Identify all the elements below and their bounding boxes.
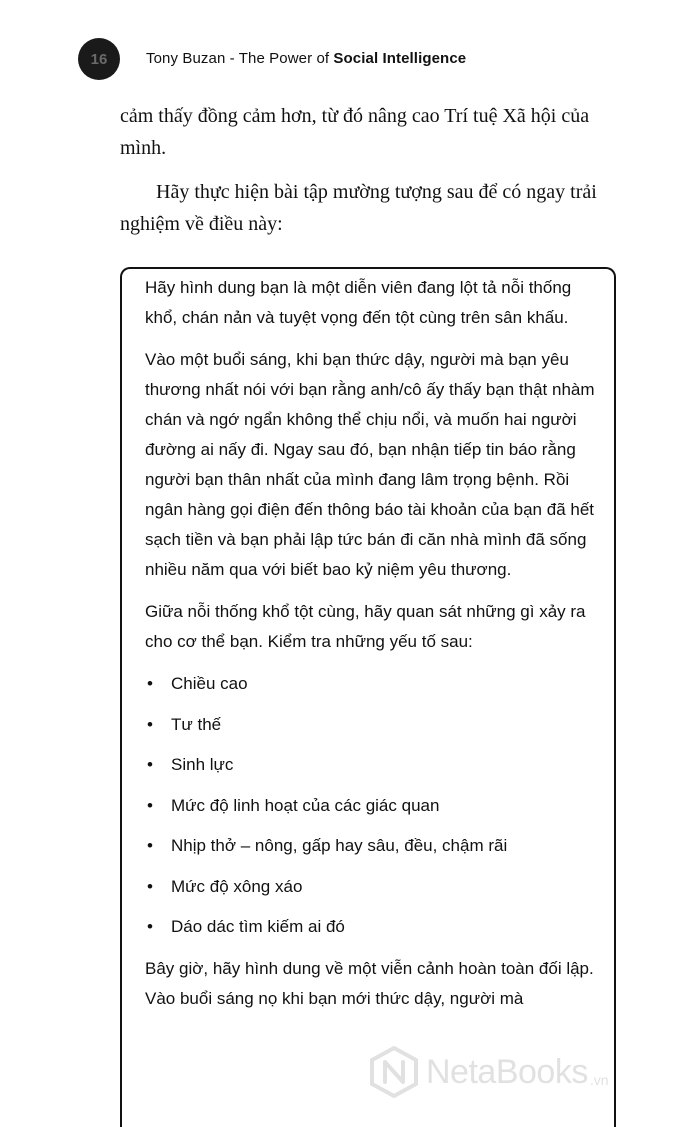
list-item-label: Mức độ xông xáo	[171, 876, 303, 896]
list-item	[145, 831, 600, 861]
page-header	[78, 38, 638, 78]
watermark-brand: NetaBooks	[426, 1052, 588, 1091]
bullet-icon: •	[147, 795, 153, 815]
bullet-icon: •	[147, 836, 153, 855]
running-head-author-title: Tony Buzan - The Power of	[146, 50, 334, 67]
body-text	[120, 100, 620, 240]
bullet-icon: •	[147, 755, 153, 774]
list-item	[145, 750, 600, 780]
list-item	[145, 710, 600, 740]
exercise-box	[145, 273, 600, 1026]
list-item	[145, 912, 600, 942]
netabooks-logo-icon	[368, 1046, 420, 1098]
checklist	[145, 669, 600, 942]
bullet-icon: •	[147, 674, 153, 693]
list-item-label: Tư thế	[171, 714, 222, 734]
list-item-label: Mức độ linh hoạt của các giác quan	[171, 795, 440, 815]
list-item-label: Sinh lực	[171, 755, 234, 774]
running-head	[146, 50, 466, 67]
exercise-scenario: Vào một buổi sáng, khi bạn thức dậy, người mà bạn yêu thương nhất nói với bạn rằng anh/cô ấy thấy bạn thật nhàm chán và ngớ ngẩn không thể chịu nổi, và muốn hai người đường ai nấy đi. Ngay sau đó, bạn nhận tiếp tin báo rằng người bạn thân nhất của mình đang lâm trọng bệnh. Rồi ngân hàng gọi điện đến thông báo tài khoản của bạn đã hết sạch tiền và bạn phải lập tức bán đi căn nhà mình đã sống nhiều năm qua với biết bao kỷ niệm yêu thương.	[145, 350, 595, 579]
watermark-suffix: .vn	[589, 1072, 609, 1088]
page-number-badge	[78, 38, 120, 80]
exercise-intro: Hãy hình dung bạn là một diễn viên đang lột tả nỗi thống khổ, chán nản và tuyệt vọng đến tột cùng trên sân khấu.	[145, 278, 572, 327]
body-paragraph-2: Hãy thực hiện bài tập mường tượng sau để có ngay trải nghiệm về điều này:	[120, 181, 597, 235]
bullet-icon: •	[147, 917, 153, 936]
list-item-label: Chiều cao	[171, 674, 248, 693]
list-item-label: Dáo dác tìm kiếm ai đó	[171, 917, 345, 936]
exercise-instruction: Giữa nỗi thống khổ tột cùng, hãy quan sát những gì xảy ra cho cơ thể bạn. Kiểm tra những yếu tố sau:	[145, 602, 586, 651]
exercise-closing: Bây giờ, hãy hình dung về một viễn cảnh hoàn toàn đối lập. Vào buổi sáng nọ khi bạn mới thức dậy, người mà	[145, 959, 594, 1008]
page-number: 16	[90, 50, 108, 68]
list-item	[145, 669, 600, 699]
running-head-bold-title: Social Intelligence	[333, 50, 467, 67]
bullet-icon: •	[147, 876, 153, 896]
bullet-icon: •	[147, 714, 153, 734]
body-paragraph-1: cảm thấy đồng cảm hơn, từ đó nâng cao Trí tuệ Xã hội của mình.	[120, 105, 590, 159]
list-item-label: Nhịp thở – nông, gấp hay sâu, đều, chậm rãi	[171, 836, 508, 855]
list-item	[145, 791, 600, 821]
list-item	[145, 872, 600, 902]
netabooks-watermark	[368, 1042, 688, 1102]
